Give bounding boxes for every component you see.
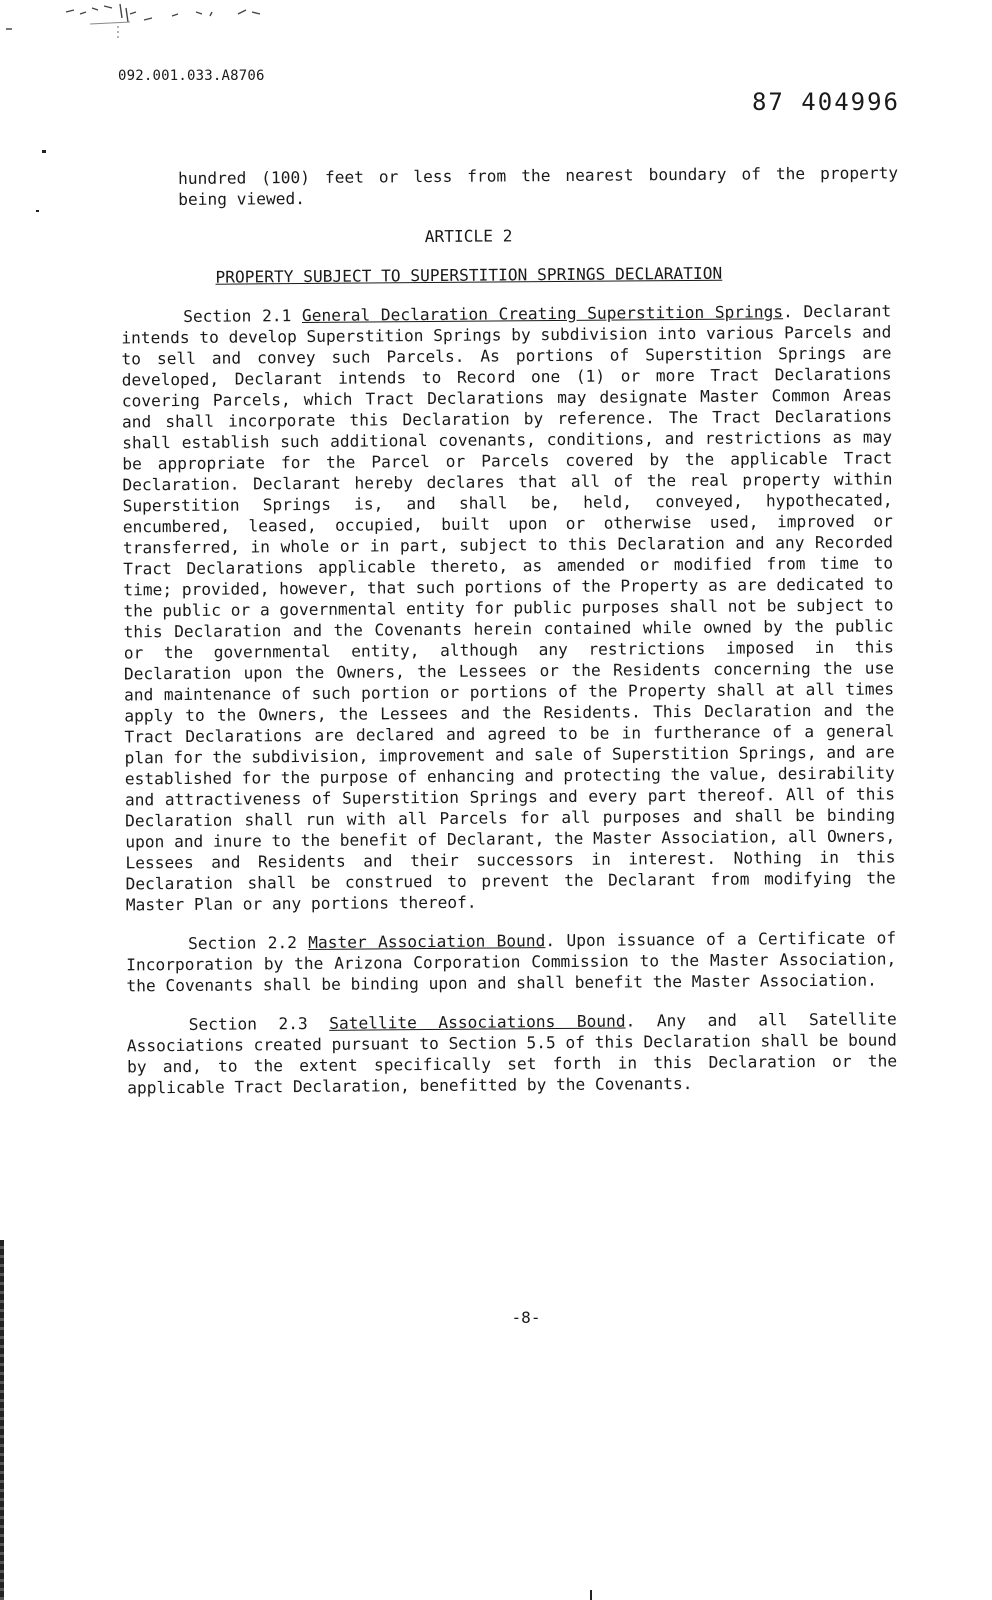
- continuation-paragraph: hundred (100) feet or less from the nearest boundary of the property being viewed.: [178, 163, 899, 209]
- recording-number: 87 404996: [751, 88, 900, 116]
- scan-left-edge: [0, 1240, 4, 1600]
- section-2-3: [127, 1008, 898, 1098]
- scan-speck: [36, 210, 39, 212]
- document-body: [121, 162, 905, 1116]
- scan-bottom-mark: [590, 1590, 592, 1600]
- page-number: -8-: [511, 1308, 541, 1327]
- section-2-2: [126, 927, 896, 996]
- section-body: . Any and all Satellite Associations created pursuant to Section 5.5 of this Declaration shall be bound by and, to the extent specifically set forth in this Declaration or the applicable Tract Declaration, benefitted by the Covenants.: [126, 1009, 898, 1098]
- section-body: . Declarant intends to develop Superstition Springs by subdivision into various Parcels and to sell and convey such Parcels. As portions of Superstition Springs are developed, Declarant intends to Record one (1) or more Tract Declarations covering Parcels, which Tract Declarations may designate Master Common Areas and shall incorporate this Declaration by reference. The Tract Declarations shall establish such additional covenants, conditions, and restrictions as may be appropriate for the Parcel or Parcels covered by the applicable Tract Declaration. Declarant hereby declares that all of the real property within Superstition Springs is, and shall be, held, conveyed, hypothecated, encumbered, leased, occupied, built upon or otherwise used, improved or transferred, in whole or in part, subject to this Declaration and any Recorded Tract Declarations applicable thereto, as amended or modified from time to time; provided, however, that such portions of the Property as are dedicated to the public or a governmental entity for public purposes shall not be subject to this Declaration and the Covenants herein contained while owned by the public or the governmental entity, although any restrictions imposed in this Declaration upon the Owners, the Lessees or the Residents concerning the use and maintenance of such portion or portions of the Property shall at all times apply to the Owners, the Lessees and the Residents. This Declaration and the Tract Declarations are declared and agreed to be in furtherance of a general plan for the subdivision, improvement and sale of Superstition Springs, and are established for the purpose of enhancing and protecting the value, desirability and attractiveness of Superstition Springs and every part thereof. All of this Declaration shall run with all Parcels for all purposes and shall be binding upon and inure to the benefit of Declarant, the Master Association, all Owners, Lessees and Residents and their successors in interest. Nothing in this Declaration shall be construed to prevent the Declarant from modifying the Master Plan or any portions thereof.: [121, 301, 896, 915]
- section-heading: Satellite Associations Bound: [329, 1011, 626, 1033]
- scan-speck: [6, 28, 12, 30]
- section-2-1: [121, 300, 896, 915]
- scan-artifact-marks: [60, 0, 300, 40]
- scan-speck: [42, 150, 46, 153]
- section-label: Section 2.3: [188, 1014, 308, 1034]
- article-number: ARTICLE 2: [424, 226, 513, 247]
- section-body: . Upon issuance of a Certificate of Incorporation by the Arizona Corporation Commission to the Master Association, the Covenants shall be binding upon and shall benefit the Master Association.: [126, 928, 897, 996]
- section-label: Section 2.2: [188, 933, 297, 953]
- article-title: PROPERTY SUBJECT TO SUPERSTITION SPRINGS DECLARATION: [215, 263, 723, 287]
- section-heading: Master Association Bound: [308, 931, 546, 953]
- section-heading: General Declaration Creating Superstition Springs: [301, 302, 784, 326]
- document-number: 092.001.033.A8706: [118, 68, 265, 84]
- section-label: Section 2.1: [183, 306, 292, 326]
